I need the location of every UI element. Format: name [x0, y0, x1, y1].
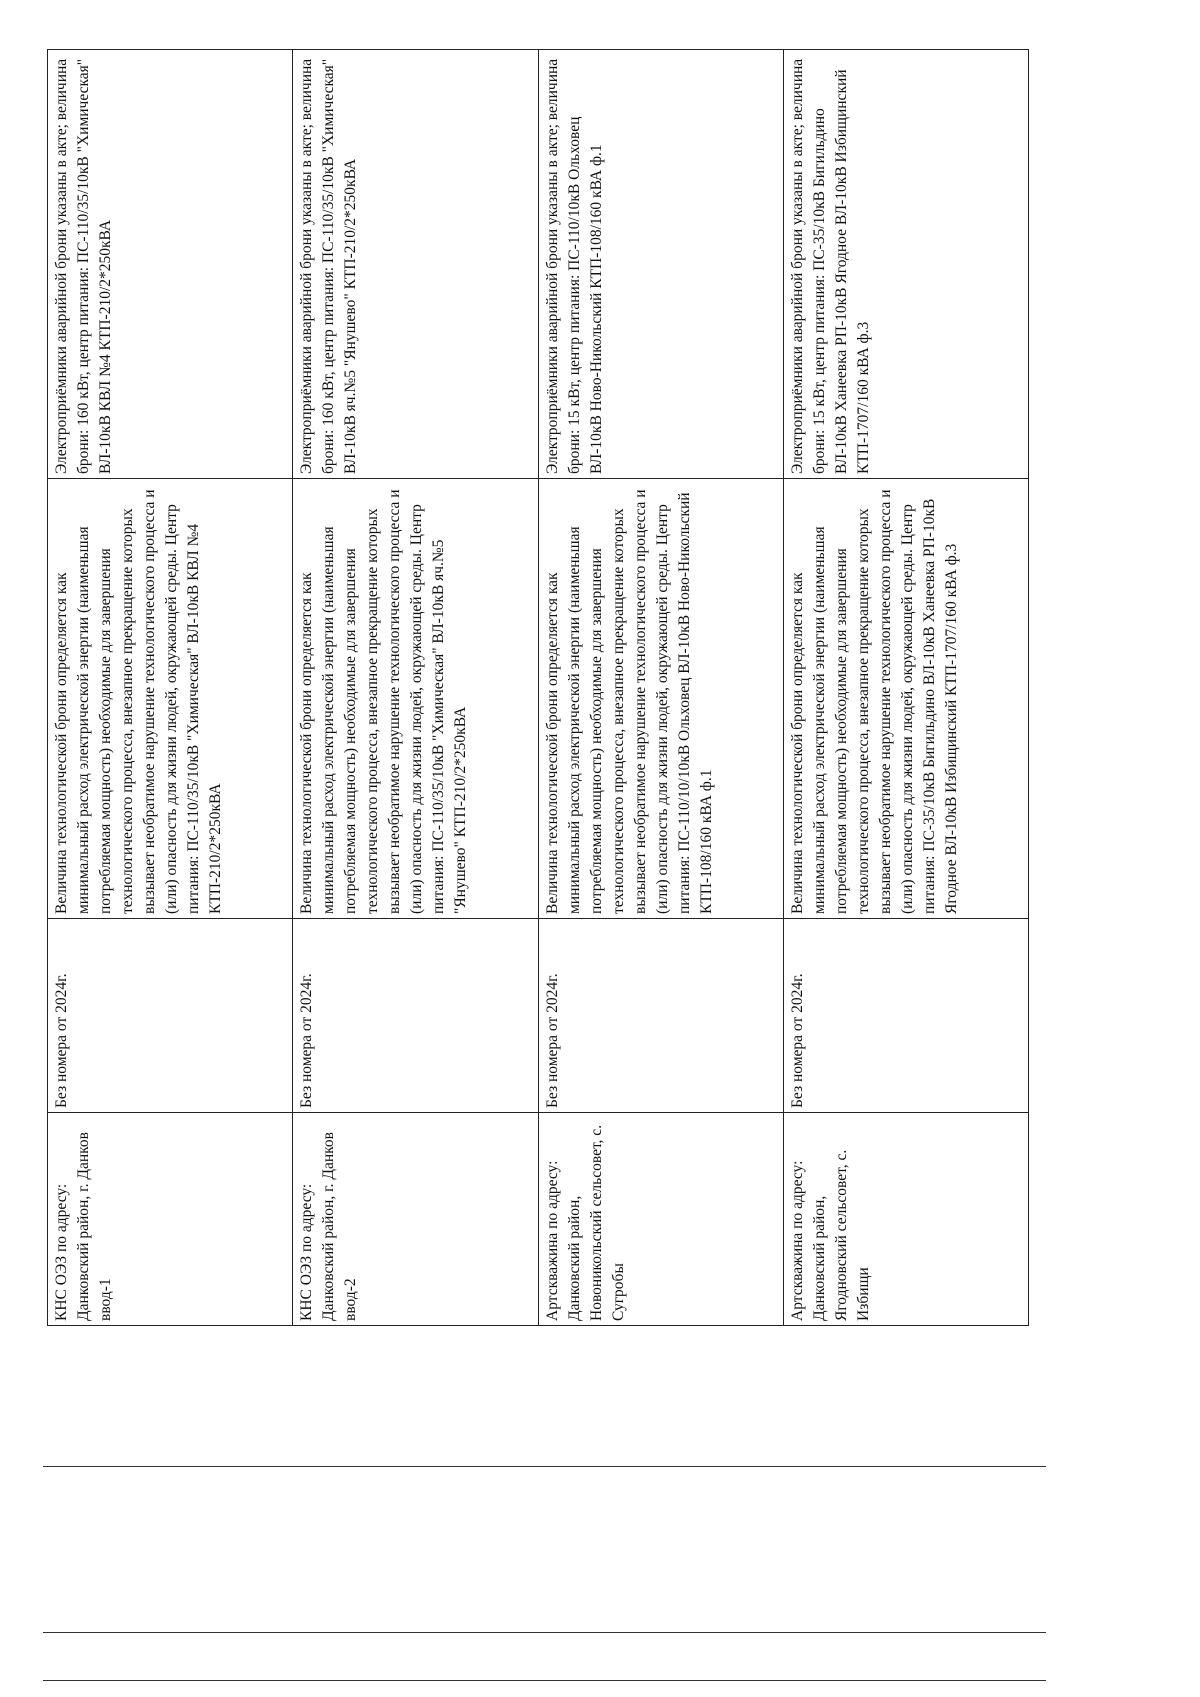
horizontal-rule	[43, 1680, 1046, 1681]
object-cell: КНС ОЭЗ по адресу: Данковский район, г. Данков ввод-1	[48, 1113, 293, 1326]
object-cell: Артскважина по адресу: Данковский район, Новоникольский сельсовет, с. Сугробы	[538, 1113, 783, 1326]
act-cell: Без номера от 2024г.	[538, 919, 783, 1113]
table-row	[538, 50, 783, 1326]
object-cell: Артскважина по адресу: Данковский район, Ягодновский сельсовет, с. Избищи	[783, 1113, 1028, 1326]
emergency-reserve-cell: Электроприёмники аварийной брони указаны в акте; величина брони: 160 кВт, центр питания: ПС-110/35/10кВ "Химическая" ВЛ-10кВ КВЛ №4 КТП-210/2*250кВА	[48, 50, 293, 479]
act-cell: Без номера от 2024г.	[293, 919, 538, 1113]
table-row	[783, 50, 1028, 1326]
object-cell: КНС ОЭЗ по адресу: Данковский район, г. Данков ввод-2	[293, 1113, 538, 1326]
rotated-table-container	[47, 50, 1029, 1326]
emergency-reserve-cell: Электроприёмники аварийной брони указаны в акте; величина брони: 15 кВт, центр питания: ПС-110/10кВ Ольховец ВЛ-10кВ Ново-Никольский КТП-108/160 кВА ф.1	[538, 50, 783, 479]
table-row	[293, 50, 538, 1326]
emergency-reserve-cell: Электроприёмники аварийной брони указаны в акте; величина брони: 160 кВт, центр питания: ПС-110/35/10кВ "Химическая" ВЛ-10кВ яч.№5 "Янушево" КТП-210/2*250кВА	[293, 50, 538, 479]
act-cell: Без номера от 2024г.	[783, 919, 1028, 1113]
tech-reserve-cell: Величина технологической брони определяется как минимальный расход электрической энергии (наименьшая потребляемая мощность) необходимые для завершения технологического процесса, внезапное прекращение которых вызывает необратимое нарушение технологического процесса и (или) опасность для жизни людей, окружающей среды. Центр питания: ПС-110/35/10кВ "Химическая" ВЛ-10кВ КВЛ №4 КТП-210/2*250кВА	[48, 479, 293, 919]
table-row	[48, 50, 293, 1326]
tech-reserve-cell: Величина технологической брони определяется как минимальный расход электрической энергии (наименьшая потребляемая мощность) необходимые для завершения технологического процесса, внезапное прекращение которых вызывает необратимое нарушение технологического процесса и (или) опасность для жизни людей, окружающей среды. Центр питания: ПС-110/10/10кВ Ольховец ВЛ-10кВ Ново-Никольский КТП-108/160 кВА ф.1	[538, 479, 783, 919]
emergency-reserve-cell: Электроприёмники аварийной брони указаны в акте; величина брони: 15 кВт, центр питания: ПС-35/10кВ Бигильдино ВЛ-10кВ Ханеевка РП-10кВ Ягодное ВЛ-10кВ Избищинский КТП-1707/160 кВА ф.3	[783, 50, 1028, 479]
horizontal-rule	[43, 1466, 1046, 1467]
horizontal-rule	[43, 1632, 1046, 1633]
emergency-reserve-table	[47, 49, 1029, 1326]
tech-reserve-cell: Величина технологической брони определяется как минимальный расход электрической энергии (наименьшая потребляемая мощность) необходимые для завершения технологического процесса, внезапное прекращение которых вызывает необратимое нарушение технологического процесса и (или) опасность для жизни людей, окружающей среды. Центр питания: ПС-35/10кВ Бигильдино ВЛ-10кВ Ханеевка РП-10кВ Ягодное ВЛ-10кВ Избищинский КТП-1707/160 кВА ф.3	[783, 479, 1028, 919]
tech-reserve-cell: Величина технологической брони определяется как минимальный расход электрической энергии (наименьшая потребляемая мощность) необходимые для завершения технологического процесса, внезапное прекращение которых вызывает необратимое нарушение технологического процесса и (или) опасность для жизни людей, окружающей среды. Центр питания: ПС-110/35/10кВ "Химическая" ВЛ-10кВ яч.№5 "Янушево" КТП-210/2*250кВА	[293, 479, 538, 919]
act-cell: Без номера от 2024г.	[48, 919, 293, 1113]
